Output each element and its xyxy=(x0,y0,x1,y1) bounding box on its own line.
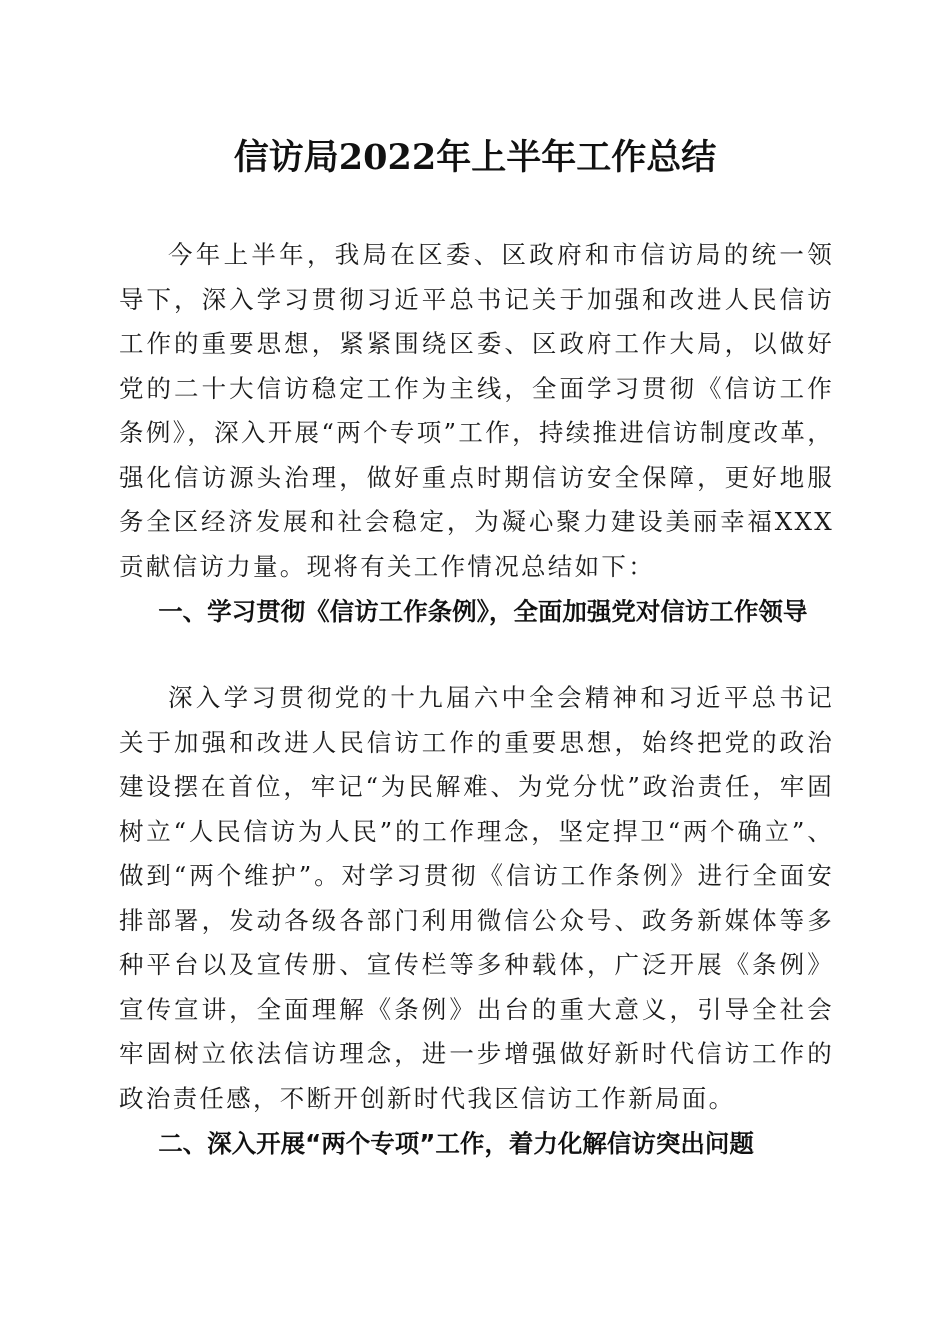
document-title: 信访局2022年上半年工作总结 xyxy=(233,137,717,178)
intro-paragraph: 今年上半年，我局在区委、区政府和市信访局的统一领导下，深入学习贯彻习近平总书记关于加强和改进人民信访工作的重要思想，紧紧围绕区委、区政府工作大局，以做好党的二十大信访稳定工作为主线，全面学习贯彻《信访工作条例》，深入开展“两个专项”工作，持续推进信访制度改革，强化信访源头治理，做好重点时期信访安全保障，更好地服务全区经济发展和社会稳定，为凝心聚力建设美丽幸福XXX贡献信访力量。现将有关工作情况总结如下： xyxy=(119,240,834,581)
section-heading-2: 二、深入开展“两个专项”工作，着力化解信访突出问题 xyxy=(158,1129,754,1158)
section-paragraph-1: 深入学习贯彻党的十九届六中全会精神和习近平总书记关于加强和改进人民信访工作的重要思想，始终把党的政治建设摆在首位，牢记“为民解难、为党分忧”政治责任，牢固树立“人民信访为人民”的工作理念，坚定捍卫“两个确立”、做到“两个维护”。对学习贯彻《信访工作条例》进行全面安排部署，发动各级各部门利用微信公众号、政务新媒体等多种平台以及宣传册、宣传栏等多种载体，广泛开展《条例》宣传宣讲，全面理解《条例》出台的重大意义，引导全社会牢固树立依法信访理念，进一步增强做好新时代信访工作的政治责任感，不断开创新时代我区信访工作新局面。 xyxy=(119,683,834,1113)
section-heading-1: 一、学习贯彻《信访工作条例》，全面加强党对信访工作领导 xyxy=(158,597,808,626)
